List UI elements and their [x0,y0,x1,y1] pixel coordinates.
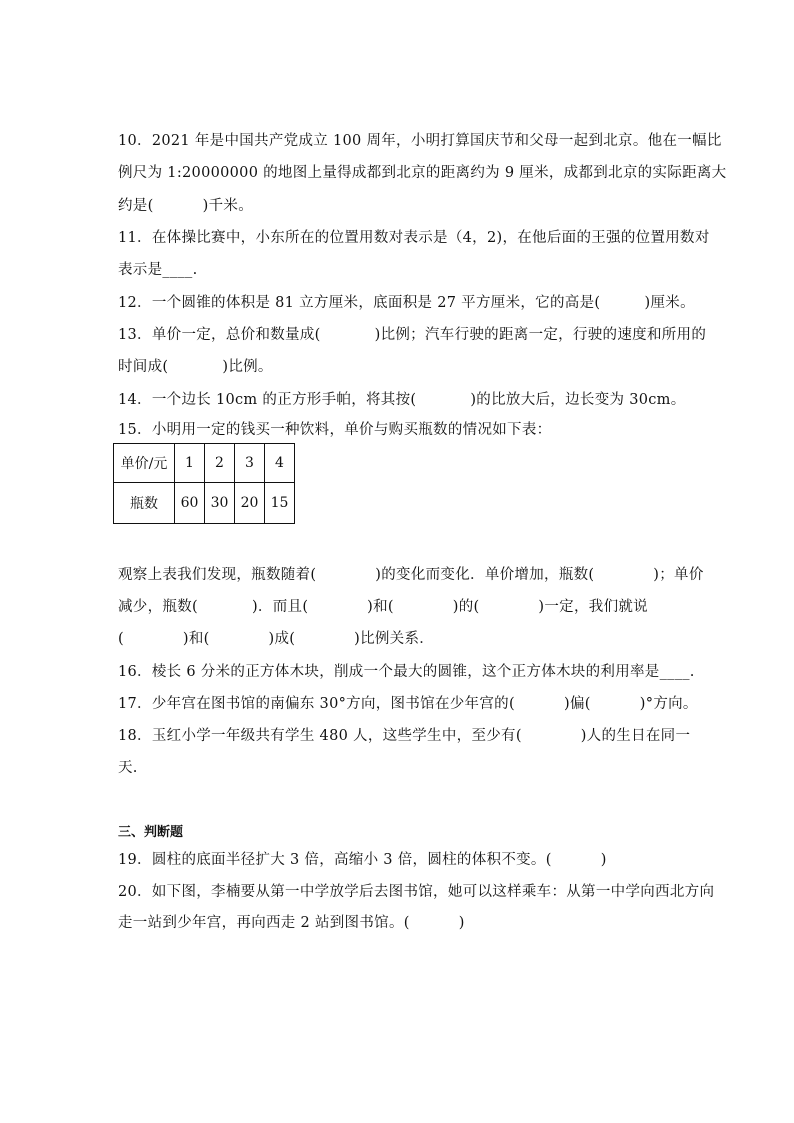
table-header-bottles: 瓶数 [114,483,175,524]
table-cell: 30 [205,483,235,524]
q10-line3: 约是( )千米。 [118,198,254,214]
table-cell: 3 [235,444,265,483]
q15-line2: 观察上表我们发现，瓶数随着( )的变化而变化．单价增加，瓶数( )；单价 [118,567,704,583]
table-cell: 1 [175,444,205,483]
q15-line1: 15．小明用一定的钱买一种饮料，单价与购买瓶数的情况如下表： [118,422,552,438]
section3-heading: 三、判断题 [118,825,184,840]
q11-line1: 11．在体操比赛中，小东所在的位置用数对表示是（4，2)，在他后面的王强的位置用数对 [118,230,710,246]
q10-line2: 例尺为 1:20000000 的地图上量得成都到北京的距离约为 9 厘米，成都到北京的实际距离大 [118,165,727,181]
table-cell: 2 [205,444,235,483]
table-row [114,444,295,483]
table-header-price: 单价/元 [114,444,175,483]
q20-line1: 20．如下图，李楠要从第一中学放学后去图书馆，她可以这样乘车：从第一中学向西北方向 [118,884,715,900]
table-cell: 15 [265,483,295,524]
q18-line2: 天. [118,760,138,776]
price-bottle-table [113,443,295,524]
q11-line2: 表示是____. [118,262,198,278]
q17-line1: 17．少年宫在图书馆的南偏东 30°方向，图书馆在少年宫的( )偏( )°方向。 [118,696,698,712]
q15-line4: ( )和( )成( )比例关系． [118,631,435,647]
q20-line2: 走一站到少年宫，再向西走 2 站到图书馆。( ) [118,915,465,931]
table-row [114,483,295,524]
q10-line1: 10．2021 年是中国共产党成立 100 周年，小明打算国庆节和父母一起到北京。他在一幅比 [118,133,722,149]
q12-line1: 12．一个圆锥的体积是 81 立方厘米，底面积是 27 平方厘米，它的高是( )厘米。 [118,295,695,311]
q16-line1: 16．棱长 6 分米的正方体木块，削成一个最大的圆锥，这个正方体木块的利用率是____. [118,664,695,680]
table-cell: 20 [235,483,265,524]
q15-line3: 减少，瓶数( )．而且( )和( )的( )一定，我们就说 [118,599,648,615]
q13-line2: 时间成( )比例。 [118,359,273,375]
table-cell: 60 [175,483,205,524]
q19-line1: 19．圆柱的底面半径扩大 3 倍，高缩小 3 倍，圆柱的体积不变。( ) [118,852,607,868]
table-cell: 4 [265,444,295,483]
q14-line1: 14．一个边长 10cm 的正方形手帕，将其按( )的比放大后，边长变为 30cm。 [118,392,686,408]
q13-line1: 13．单价一定，总价和数量成( )比例；汽车行驶的距离一定，行驶的速度和所用的 [118,327,707,343]
q18-line1: 18．玉红小学一年级共有学生 480 人，这些学生中，至少有( )人的生日在同一 [118,728,691,744]
